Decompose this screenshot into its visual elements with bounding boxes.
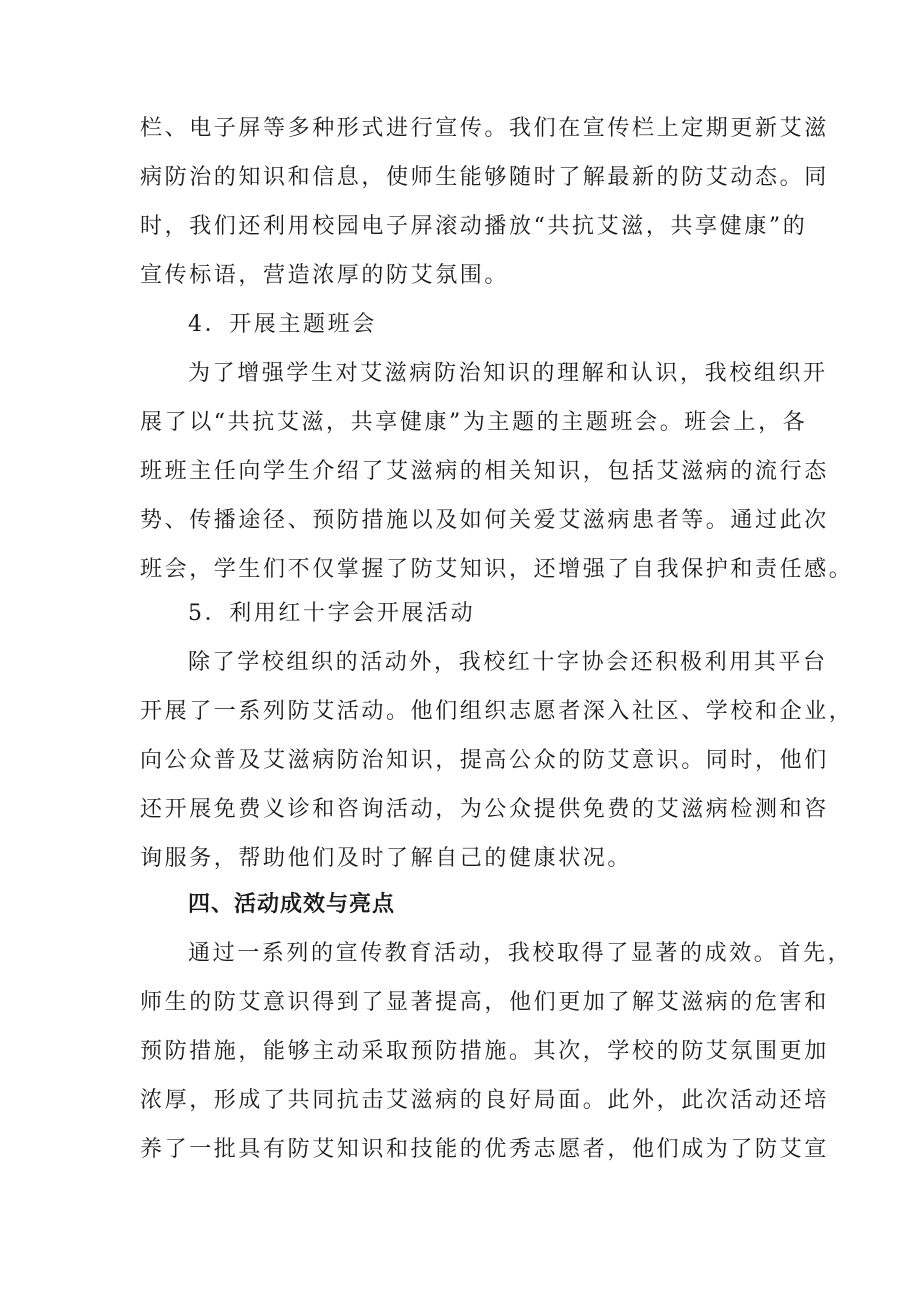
paragraph-line: 病防治的知识和信息，使师生能够随时了解最新的防艾动态。同 (140, 165, 829, 190)
paragraph-line: 时，我们还利用校园电子屏滚动播放“共抗艾滋，共享健康”的 (140, 214, 808, 239)
paragraph-line: 养了一批具有防艾知识和技能的优秀志愿者，他们成为了防艾宣 (140, 1137, 829, 1162)
paragraph-line: 询服务，帮助他们及时了解自己的健康状况。 (140, 846, 633, 871)
section-heading-5: 5．利用红十字会开展活动 (188, 601, 476, 626)
paragraph-line: 师生的防艾意识得到了显著提高，他们更加了解艾滋病的危害和 (140, 990, 829, 1015)
paragraph-line: 班班主任向学生介绍了艾滋病的相关知识，包括艾滋病的流行态 (140, 459, 829, 484)
paragraph-line: 通过一系列的宣传教育活动，我校取得了显著的成效。首先， (188, 941, 853, 966)
paragraph-line: 宣传标语，营造浓厚的防艾氛围。 (140, 263, 510, 288)
paragraph-line: 栏、电子屏等多种形式进行宣传。我们在宣传栏上定期更新艾滋 (140, 116, 829, 141)
paragraph-line: 向公众普及艾滋病防治知识，提高公众的防艾意识。同时，他们 (140, 748, 829, 773)
paragraph-line: 班会，学生们不仅掌握了防艾知识，还增强了自我保护和责任感。 (140, 557, 854, 582)
paragraph-line: 为了增强学生对艾滋病防治知识的理解和认识，我校组织开 (188, 361, 828, 386)
paragraph-line: 除了学校组织的活动外，我校红十字协会还积极利用其平台 (188, 650, 828, 675)
paragraph-line: 开展了一系列防艾活动。他们组织志愿者深入社区、学校和企业， (140, 699, 854, 724)
section-heading-4: 4．开展主题班会 (188, 312, 377, 337)
paragraph-line: 展了以“共抗艾滋，共享健康”为主题的主题班会。班会上，各 (140, 410, 808, 435)
paragraph-line: 浓厚，形成了共同抗击艾滋病的良好局面。此外，此次活动还培 (140, 1088, 829, 1113)
paragraph-line: 还开展免费义诊和咨询活动，为公众提供免费的艾滋病检测和咨 (140, 797, 829, 822)
paragraph-line: 预防措施，能够主动采取预防措施。其次，学校的防艾氛围更加 (140, 1039, 829, 1064)
paragraph-line: 势、传播途径、预防措施以及如何关爱艾滋病患者等。通过此次 (140, 508, 829, 533)
chapter-heading: 四、活动成效与亮点 (188, 892, 396, 917)
